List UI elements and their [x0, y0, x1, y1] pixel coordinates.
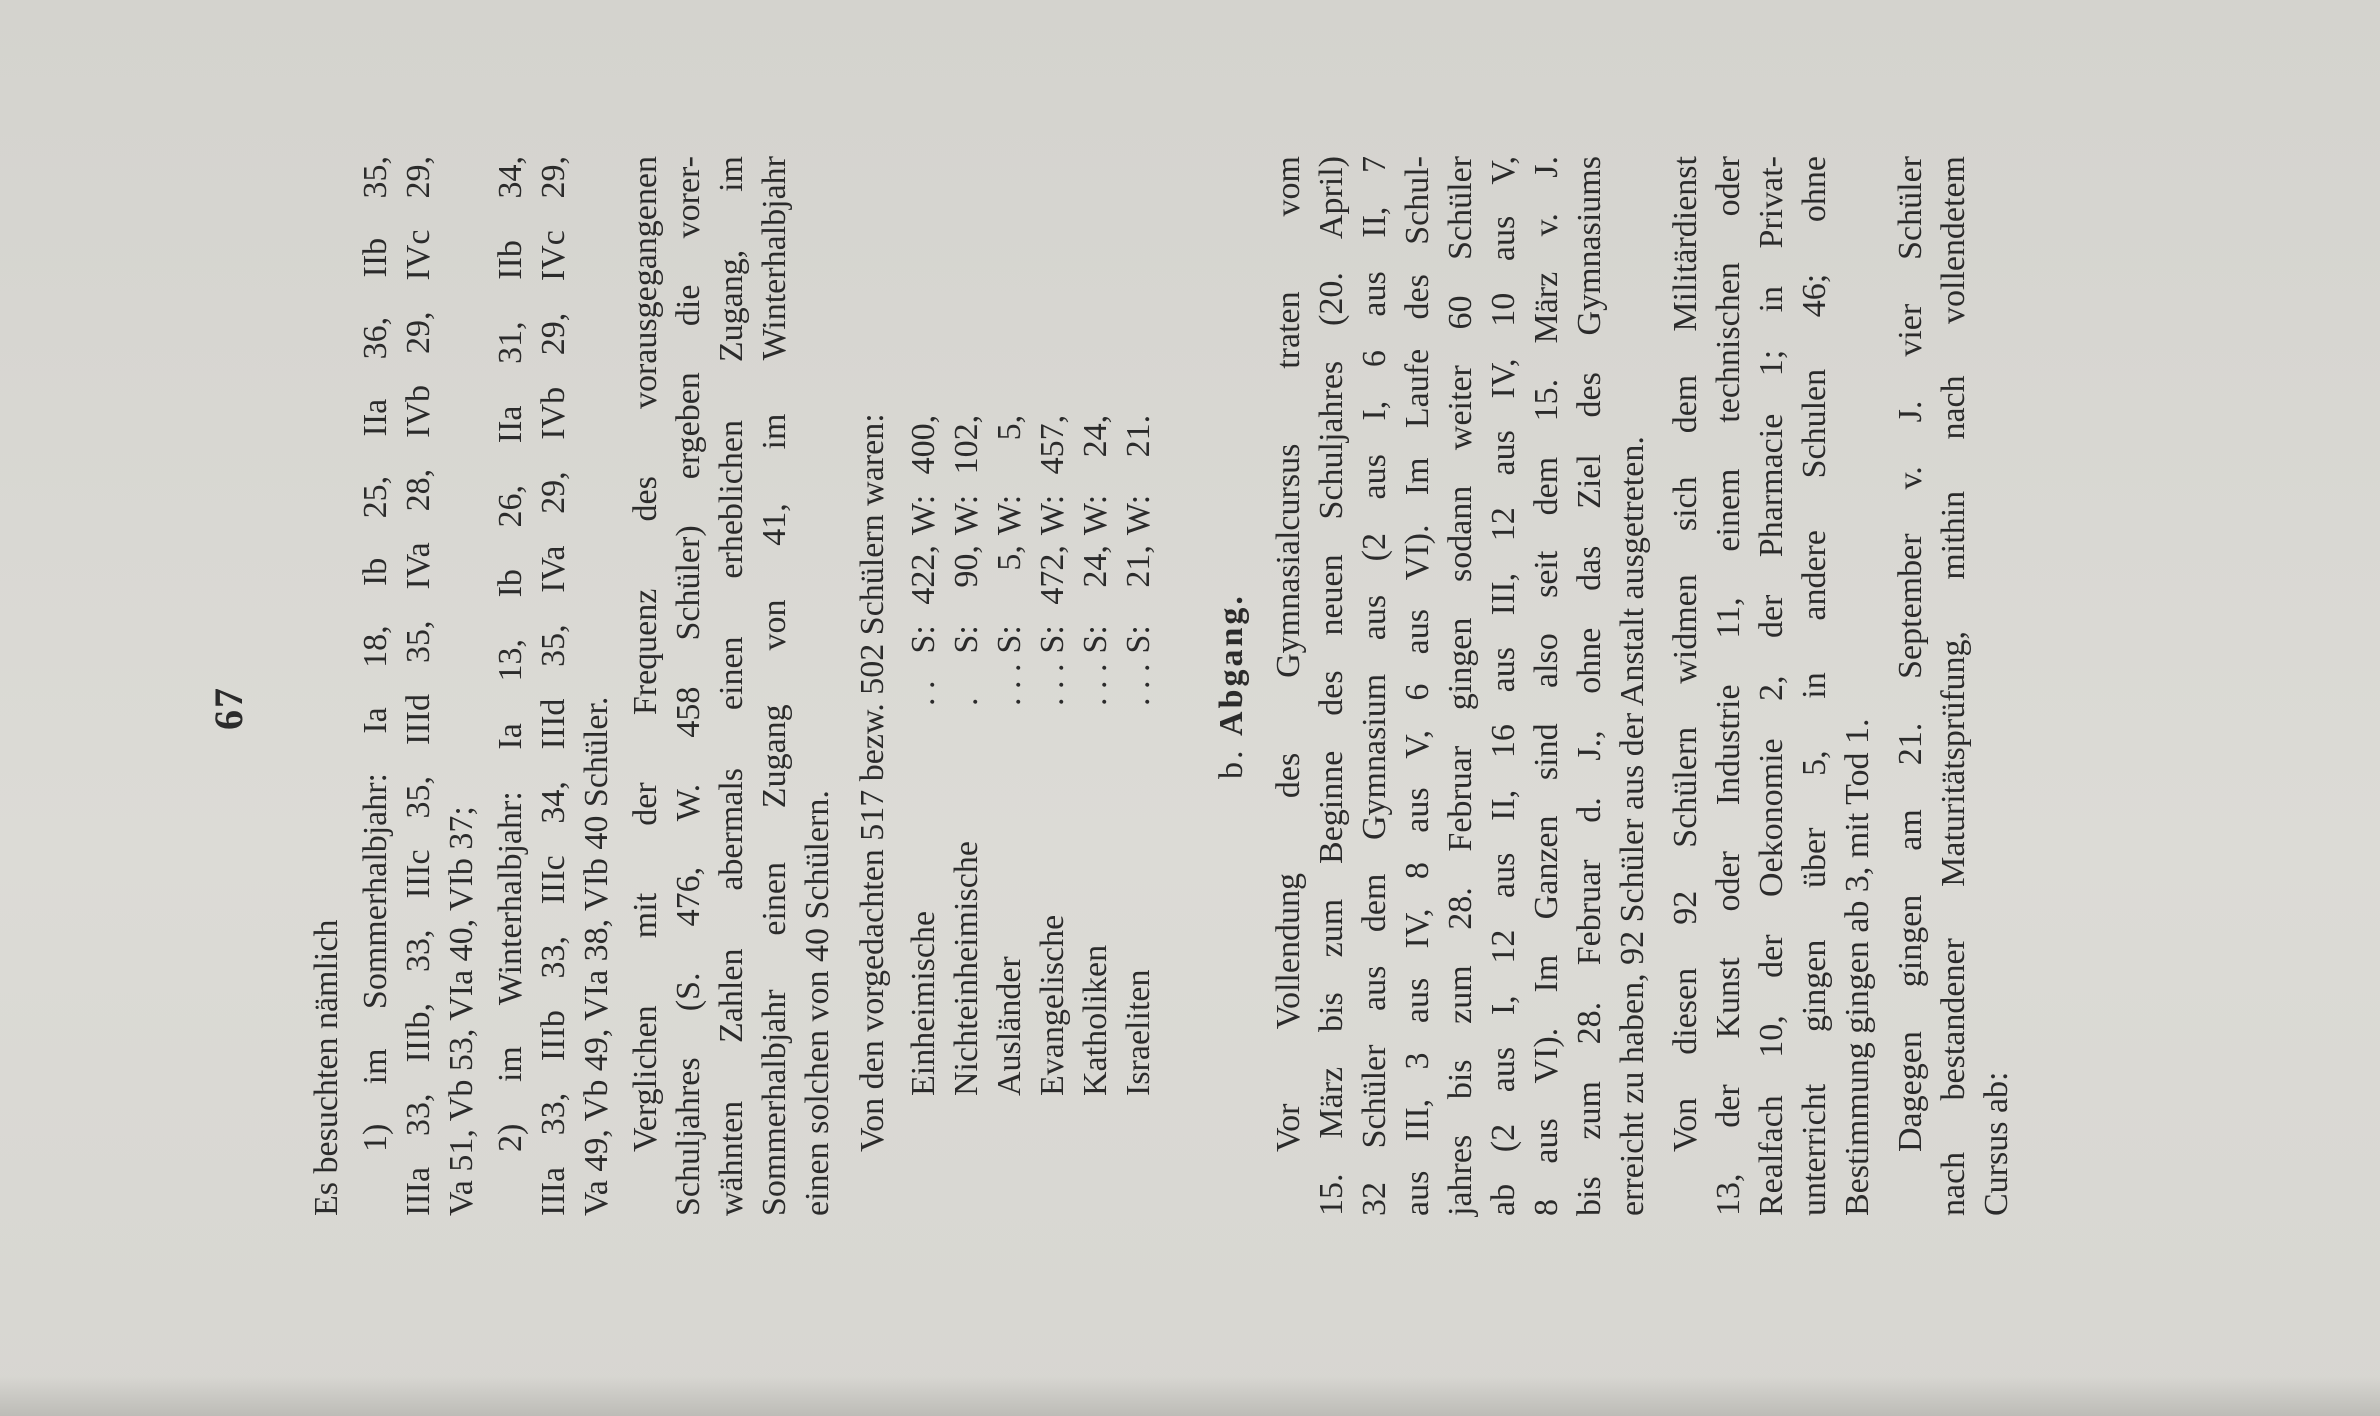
stats-table	[902, 405, 1160, 1096]
stats-w-label: W:	[991, 494, 1028, 536]
destinations-line: 13, der Kunst oder Industrie 11, einem technischen oder	[1710, 156, 1747, 1216]
summer-line: 1) im Sommerhalbjahr: Ia 18, Ib 25, IIa 36, IIb 35,	[357, 156, 394, 1152]
stats-w-label: W:	[905, 494, 942, 536]
stats-w-value: 24,	[1077, 414, 1114, 458]
stats-row	[945, 405, 988, 1096]
destinations-line: Von diesen 92 Schülern widmen sich dem Militärdienst	[1667, 156, 1704, 1152]
abgang-line: aus III, 3 aus IV, 8 aus V, 6 aus VI). Im Laufe des Schul-	[1399, 156, 1436, 1216]
section-heading	[1210, 156, 1253, 1216]
page-number: 67	[206, 686, 251, 730]
stats-s-value: 24,	[1077, 545, 1114, 588]
stats-label: Nichteinheimische	[948, 841, 985, 1096]
stats-label: Einheimische	[905, 910, 942, 1096]
winter-line: 2) im Winterhalbjahr: Ia 13, Ib 26, IIa 31, IIb 34,	[492, 156, 529, 1152]
destinations-line: Bestimmung gingen ab 3, mit Tod 1.	[1839, 718, 1876, 1216]
stats-w-value: 21.	[1120, 414, 1157, 458]
stats-w-value: 400,	[905, 414, 942, 475]
stats-s-label: S:	[1034, 625, 1071, 654]
stats-w-label: W:	[1120, 494, 1157, 536]
stats-s-value: 90,	[948, 545, 985, 588]
stats-s-label: S:	[905, 625, 942, 654]
stats-s-value: 472,	[1034, 545, 1071, 605]
graduates-paragraph	[1889, 156, 2018, 1216]
stats-w-label: W:	[1034, 494, 1071, 536]
stats-label: Evangelische	[1034, 914, 1071, 1096]
page-body	[305, 156, 2018, 1216]
comparison-line: einen solchen von 40 Schülern.	[799, 790, 836, 1216]
winter-line: IIIa 33, IIIb 33, IIIc 34, IIId 35, IVa 29, IVb 29, IVc 29,	[535, 156, 572, 1216]
summer-line: Va 51, Vb 53, VIa 40, VIb 37;	[443, 806, 480, 1216]
comparison-line: Verglichen mit der Frequenz des vorausgegangenen	[627, 156, 664, 1152]
stats-dots: . . .	[1120, 663, 1157, 706]
comparison-line: Schuljahres (S. 476, W. 458 Schüler) ergeben die vorer-	[670, 156, 707, 1216]
stats-s-value: 5,	[991, 545, 1028, 571]
abgang-line: ab (2 aus I, 12 aus II, 16 aus III, 12 aus IV, 10 aus V,	[1485, 156, 1522, 1216]
stats-row	[902, 405, 945, 1096]
abgang-line: 8 aus VI). Im Ganzen sind also seit dem 15. März v. J.	[1528, 156, 1565, 1216]
stats-dots: . . .	[1077, 663, 1114, 706]
stats-intro: Von den vorgedachten 517 bezw. 502 Schülern waren:	[854, 413, 891, 1152]
abgang-line: Vor Vollendung des Gymnasialcursus traten vom	[1270, 156, 1307, 1152]
stats-s-label: S:	[1077, 625, 1114, 654]
stats-label: Katholiken	[1077, 944, 1114, 1096]
scan-edge-shadow	[0, 1376, 2380, 1416]
stats-s-label: S:	[1120, 625, 1157, 654]
stats-w-value: 5,	[991, 414, 1028, 441]
intro-line: Es besuchten nämlich	[308, 919, 345, 1216]
summer-line: IIIa 33, IIIb, 33, IIIc 35, IIId 35, IVa 28, IVb 29, IVc 29,	[400, 156, 437, 1216]
destinations-line: Realfach 10, der Oekonomie 2, der Pharmacie 1; in Privat-	[1753, 156, 1790, 1216]
abgang-line: jahres bis zum 28. Februar gingen sodann weiter 60 Schüler	[1442, 156, 1479, 1216]
graduates-line: nach bestandener Maturitätsprüfung, mithin nach vollendetem	[1935, 156, 1972, 1216]
comparison-line: wähnten Zahlen abermals einen erheblichen Zugang, im	[713, 156, 750, 1216]
stats-s-label: S:	[948, 625, 985, 654]
section-prefix: b.	[1213, 747, 1250, 779]
stats-w-label: W:	[948, 494, 985, 536]
destinations-paragraph	[1664, 156, 1879, 1216]
destinations-line: unterricht gingen über 5, in andere Schulen 46; ohne	[1796, 156, 1833, 1216]
abgang-paragraph	[1267, 156, 1654, 1216]
winter-line: Va 49, Vb 49, VIa 38, VIb 40 Schüler.	[578, 696, 615, 1216]
stats-w-value: 102,	[948, 414, 985, 475]
stats-s-label: S:	[991, 625, 1028, 654]
stats-label: Ausländer	[991, 956, 1028, 1096]
stats-w-value: 457,	[1034, 414, 1071, 475]
winter-enrollment	[489, 156, 618, 1216]
abgang-line: bis zum 28. Februar d. J., ohne das Ziel des Gymnasiums	[1571, 156, 1608, 1216]
section-title: Abgang.	[1213, 593, 1250, 736]
summer-enrollment	[354, 156, 483, 1216]
stats-dots: . .	[905, 680, 942, 706]
stats-row	[1117, 405, 1160, 1096]
stats-dots: .	[948, 697, 985, 706]
stats-label: Israeliten	[1120, 969, 1157, 1096]
stats-row	[1074, 405, 1117, 1096]
stats-row	[1031, 405, 1074, 1096]
abgang-line: 32 Schüler aus dem Gymnasium aus (2 aus I, 6 aus II, 7	[1356, 156, 1393, 1216]
graduates-line: Cursus ab:	[1978, 1071, 2015, 1216]
abgang-line: 15. März bis zum Beginne des neuen Schuljahres (20. April)	[1313, 156, 1350, 1216]
stats-s-value: 21,	[1120, 545, 1157, 588]
comparison-line: Sommerhalbjahr einen Zugang von 41, im Winterhalbjahr	[756, 156, 793, 1216]
graduates-line: Dagegen gingen am 21. September v. J. vier Schüler	[1892, 156, 1929, 1152]
stats-w-label: W:	[1077, 494, 1114, 536]
abgang-line: erreicht zu haben, 92 Schüler aus der Anstalt ausgetreten.	[1614, 436, 1651, 1216]
stats-s-value: 422,	[905, 545, 942, 605]
stats-dots: . . .	[1034, 663, 1071, 706]
comparison-paragraph	[624, 156, 839, 1216]
stats-row	[988, 405, 1031, 1096]
stats-dots: . . .	[991, 663, 1028, 706]
